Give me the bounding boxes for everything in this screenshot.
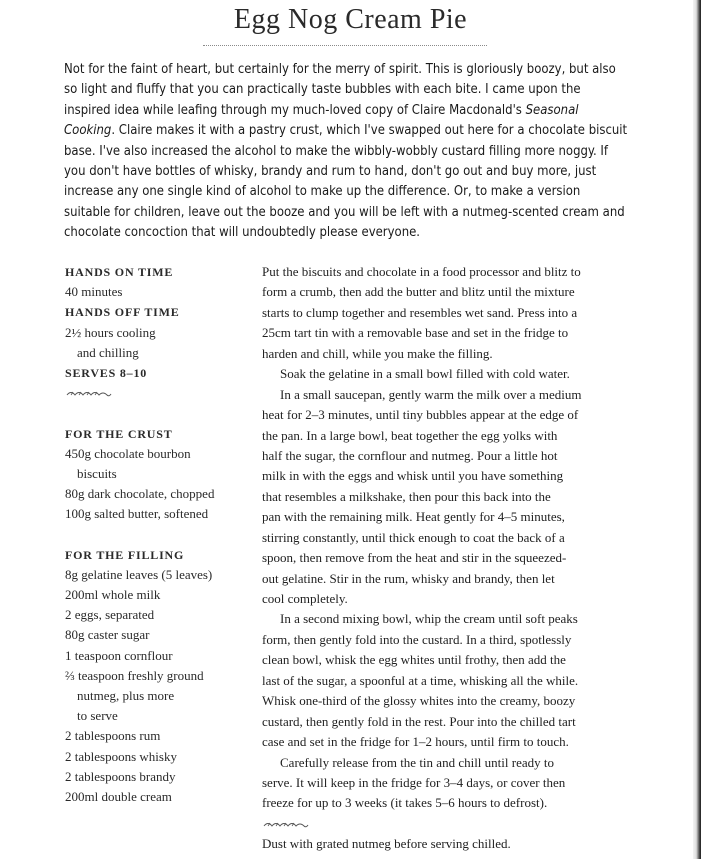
method-line: form, then gently fold into the custard. In a third, spotlessly (262, 631, 572, 647)
method-line: In a second mixing bowl, whip the cream until soft peaks (280, 611, 578, 627)
crust-item: 450g chocolate bourbon (65, 445, 191, 461)
method-line: Carefully release from the tin and chill until ready to (280, 754, 554, 770)
method-line: 25cm tart tin with a removable base and set in the fridge to (262, 325, 569, 341)
title-dotted-rule (203, 45, 487, 46)
filling-item: 200ml whole milk (65, 587, 161, 602)
method-line: spoon, then remove from the heat and stir in the squeezed- (262, 550, 567, 566)
ingredients-column (65, 262, 257, 807)
method-line: stirring constantly, until thick enough to coat the back of a (262, 529, 565, 545)
method-line: Put the biscuits and chocolate in a food processor and blitz to (262, 264, 581, 279)
filling-item: 2 tablespoons rum (65, 728, 161, 744)
filling-item: 8g gelatine leaves (5 leaves) (65, 566, 213, 582)
intro-text-2: . Claire makes it with a pastry crust, which I've swapped out here for a chocolate biscuit base. I've also increased the alcohol to make the wibbly-wobbly custard filling more noggy. If you don't have bottles of whisky, brandy and rum to hand, don't go out and buy more, just increase any one single kind of alcohol to make up the difference. Or, to make a version suitable for children, leave out the booze and you will be left with a nutmeg-scented cream and chocolate concoction that will undoubtedly please everyone. (64, 123, 628, 241)
method-line: the pan. In a large bowl, beat together the egg yolks with (262, 427, 558, 443)
flourish-divider (65, 383, 257, 403)
method-line: milk in with the eggs and whisk until you have something (262, 468, 564, 484)
intro-paragraph (64, 60, 630, 244)
method-line: pan with the remaining milk. Heat gently for 4–5 minutes, (262, 509, 565, 525)
crust-heading: FOR THE CRUST (65, 426, 173, 441)
method-line: clean bowl, whisk the egg whites until frothy, then add the (262, 652, 566, 668)
hands-off-value: 2½ hours cooling (65, 324, 156, 340)
hands-on-value: 40 minutes (65, 284, 123, 300)
hands-off-value-cont: and chilling (77, 344, 139, 360)
method-line: case and set in the fridge for 1–2 hours, until firm to touch. (262, 734, 569, 750)
method-line: that resembles a milkshake, then pour this back into the (262, 488, 551, 504)
filling-item: 2 eggs, separated (65, 607, 155, 623)
crust-item: 80g dark chocolate, chopped (65, 486, 215, 502)
method-line: heat for 2–3 minutes, until tiny bubbles appear at the edge of (262, 407, 579, 423)
flourish-icon (65, 389, 113, 399)
method-line: Whisk one-third of the glossy whites into the creamy, boozy (262, 693, 576, 709)
page-edge-shadow (693, 0, 701, 859)
filling-item: 80g caster sugar (65, 627, 150, 643)
method-line: starts to clump together and resembles wet sand. Press into a (262, 304, 578, 320)
method-line: custard, then gently fold in the rest. Pour into the chilled tart (262, 713, 576, 729)
method-line: out gelatine. Stir in the rum, whisky and brandy, then let (262, 570, 555, 586)
method-column (262, 262, 634, 855)
method-line: half the sugar, the cornflour and nutmeg. Pour a little hot (262, 447, 558, 463)
filling-item: ⅔ teaspoon freshly ground (65, 667, 204, 683)
recipe-title: Egg Nog Cream Pie (233, 4, 468, 35)
filling-item: 2 tablespoons brandy (65, 768, 176, 784)
method-line: cool completely. (262, 591, 348, 606)
flourish-icon (262, 820, 310, 830)
filling-item: 200ml double cream (65, 788, 172, 804)
hands-off-label: HANDS OFF TIME (65, 305, 180, 320)
method-line: serve. It will keep in the fridge for 3–4 days, or cover then (262, 774, 566, 790)
method-line: harden and chill, while you make the filling. (262, 345, 493, 361)
method-line: form a crumb, then add the butter and blitz until the mixture (262, 284, 575, 300)
serves-label: SERVES 8–10 (65, 365, 148, 380)
method-line: Dust with grated nutmeg before serving chilled. (262, 836, 511, 852)
method-line: In a small saucepan, gently warm the milk over a medium (280, 386, 582, 402)
hands-on-label: HANDS ON TIME (65, 265, 174, 279)
method-line: freeze for up to 3 weeks (it takes 5–6 hours to defrost). (262, 795, 548, 811)
crust-item: 100g salted butter, softened (65, 506, 209, 522)
filling-item: to serve (77, 708, 118, 724)
method-line: last of the sugar, a spoonful at a time, whisking all the while. (262, 672, 579, 688)
filling-heading: FOR THE FILLING (65, 547, 185, 562)
method-flourish (262, 814, 634, 834)
filling-item: 1 teaspoon cornflour (65, 647, 173, 663)
intro-text-1: Not for the faint of heart, but certainly for the merry of spirit. This is gloriously boozy, but also so light and fluffy that you can practically taste bubbles with each bite. I came upon the inspired idea while leafing through my much-loved copy of Claire Macdonald's (64, 62, 616, 118)
filling-item: nutmeg, plus more (77, 687, 175, 703)
intro-book-title: Seasonal Cooking (64, 102, 579, 139)
crust-item: biscuits (77, 465, 117, 481)
filling-item: 2 tablespoons whisky (65, 748, 177, 764)
method-line: Soak the gelatine in a small bowl filled with cold water. (280, 366, 570, 382)
recipe-intro (64, 60, 630, 244)
